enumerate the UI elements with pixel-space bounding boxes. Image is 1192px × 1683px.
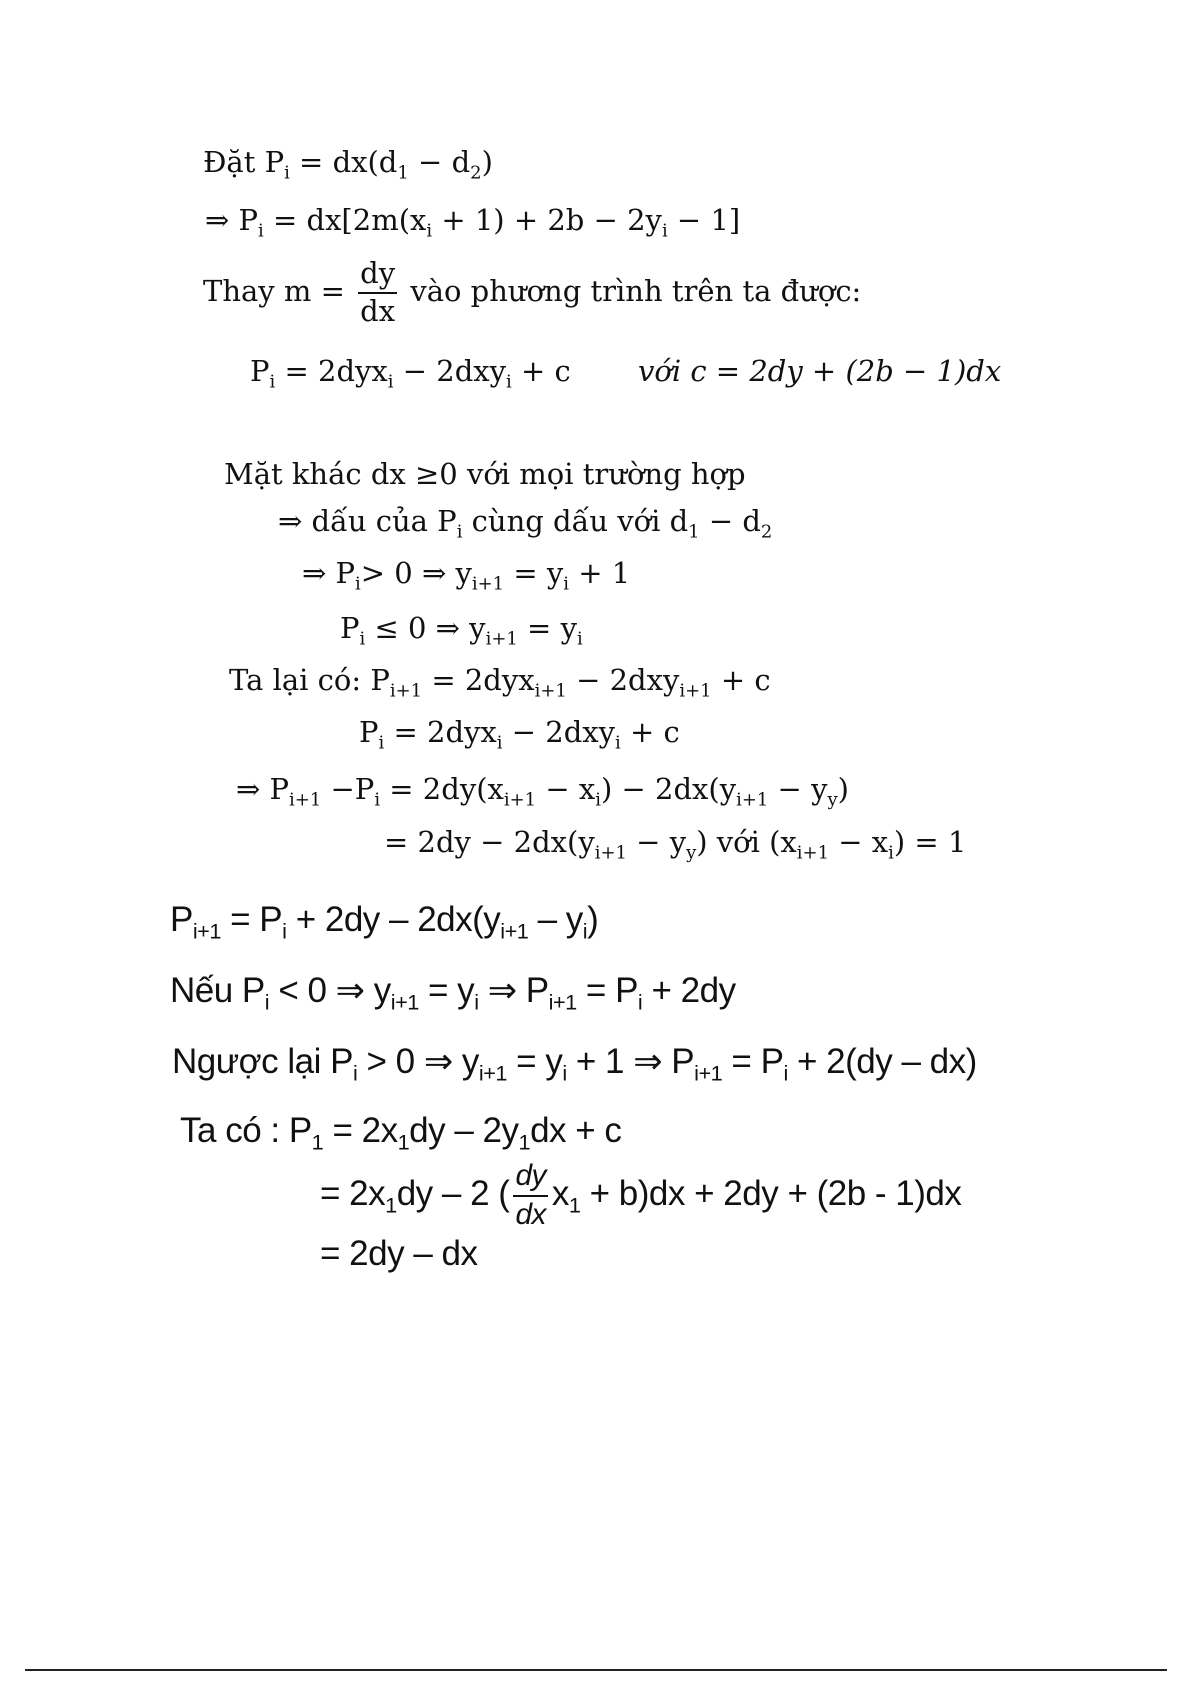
- eq-p1-result: = 2dy – dx: [320, 1234, 478, 1273]
- eq-p1-start: Ta có : $P_1 = 2x_1dy - 2y_1dx + c$: [180, 1111, 622, 1155]
- eq-define-pi: Đặt $P_i = dx(d_1 - d_2)$: [203, 145, 493, 184]
- eq-c-definition: với c = 2dy + (2b − 1)dx: [638, 354, 1002, 388]
- eq-p-next: Ta lại có: $P_{i+1} = 2dyx_{i+1} - 2dxy_{i+1} + c$: [229, 663, 771, 702]
- eq-recurrence: $P_{i+1} = P_i + 2dy - 2dx(y_{i+1} - y_i)$: [170, 900, 599, 944]
- eq-case-positive: ⇒ $P_i> 0$ ⇒ $y_{i+1} = y_i + 1$: [302, 556, 631, 595]
- footer-rule: [25, 1669, 1167, 1671]
- eq-pi-expanded: ⇒ $P_i = dx[2m(x_i + 1) + 2b - 2y_i - 1]$: [205, 203, 741, 242]
- eq-p1-substituted: = $2x_1dy - 2$ ( $\frac{dy}{dx}$ $x_1 + b)dx + 2dy + (2b - 1)dx$: [320, 1159, 962, 1231]
- text-substitute-m: Thay m = $\frac{dy}{dx}$ vào phương trình trên ta được:: [203, 256, 862, 328]
- eq-p-difference-simplified: = $2dy - 2dx(y_{i+1} - y_y)$ với $(x_{i+1} - x_i) = 1$: [384, 825, 967, 864]
- eq-p-current: $P_i = 2dyx_i - 2dxy_i + c$: [359, 715, 680, 754]
- text-sign-of-pi: ⇒ dấu của $P_i$ cùng dấu với $d_1 - d_2$: [278, 504, 773, 543]
- eq-case-nonpositive: $P_i \le 0$ ⇒ $y_{i+1} = y_i$: [340, 611, 583, 650]
- fraction-dy-dx: $\frac{dy}{dx}$: [360, 256, 396, 328]
- eq-p-difference: ⇒ $P_{i+1} -P_i = 2dy(x_{i+1} - x_i) - 2dx(y_{i+1} - y_y)$: [236, 772, 849, 811]
- text-dx-nonnegative: Mặt khác dx ≥0 với mọi trường hợp: [224, 457, 746, 491]
- eq-pi-result: $P_i = 2dyx_i - 2dxy_i + c$: [250, 354, 571, 393]
- eq-case-negative: Nếu $P_i < 0$ ⇒ $y_{i+1} = y_i$ ⇒ $P_{i+1} = P_i + 2dy$: [170, 971, 736, 1015]
- fraction-dy-dx-italic: $\frac{dy}{dx}$: [515, 1159, 546, 1231]
- eq-case-otherwise: Ngược lại $P_i > 0$ ⇒ $y_{i+1} = y_i + 1$ ⇒ $P_{i+1} = P_i + 2(dy - dx)$: [172, 1042, 977, 1086]
